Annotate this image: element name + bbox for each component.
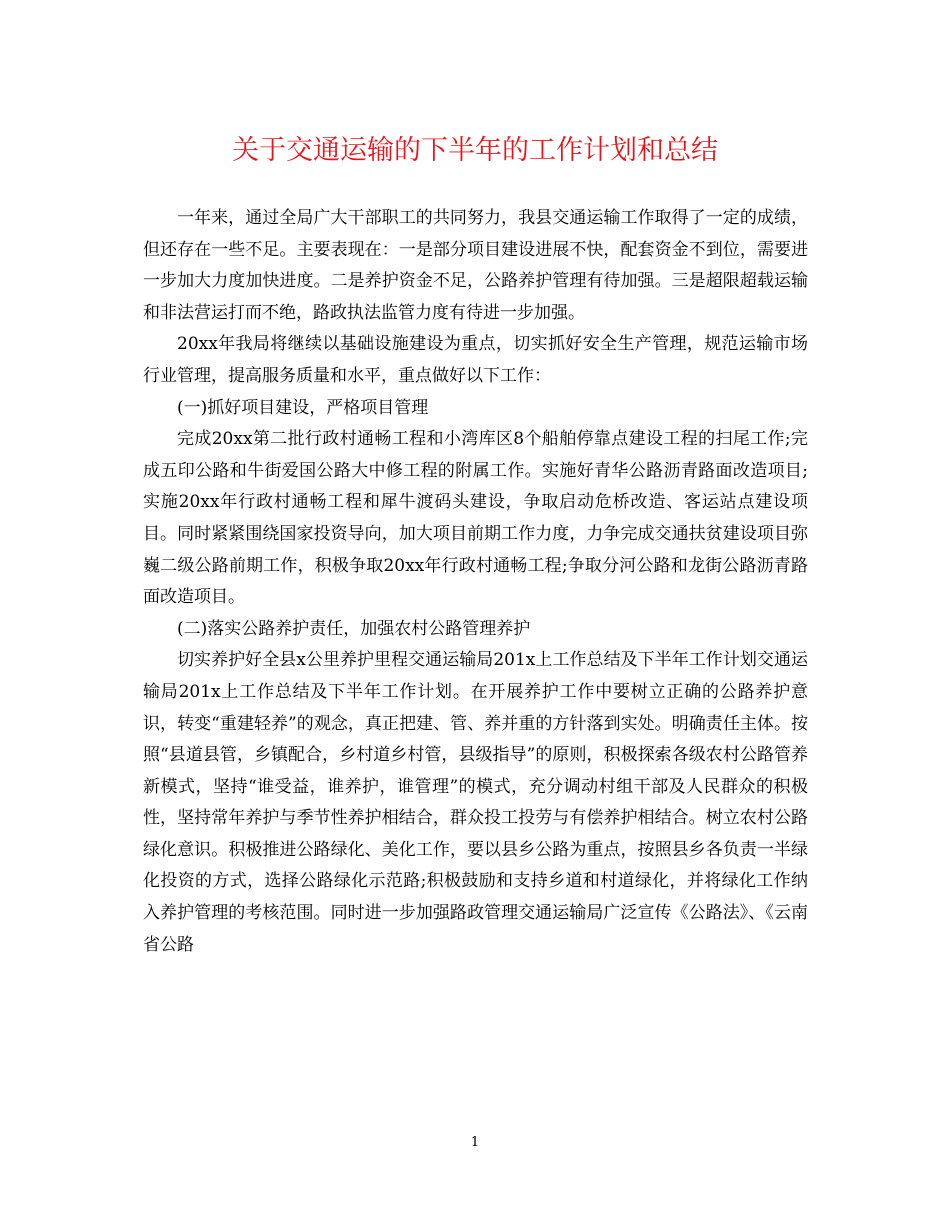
paragraph-intro: 一年来，通过全局广大干部职工的共同努力，我县交通运输工作取得了一定的成绩，但还存在一些不足。主要表现在：一是部分项目建设进展不快，配套资金不到位，需要进一步加大力度加快进度。二是养护资金不足，公路养护管理有待加强。三是超限超载运输和非法营运打而不绝，路政执法监管力度有待进一步加强。 [143, 208, 808, 323]
document-title: 关于交通运输的下半年的工作计划和总结 [232, 135, 718, 166]
section-heading-2: (二)落实公路养护责任，加强农村公路管理养护 [177, 618, 531, 639]
paragraph-plan-overview: 20xx年我局将继续以基础设施建设为重点，切实抓好安全生产管理，规范运输市场行业管理，提高服务质量和水平，重点做好以下工作： [143, 334, 808, 386]
section-heading-1: (一)抓好项目建设，严格项目管理 [177, 397, 429, 418]
page-number: 1 [470, 1135, 480, 1150]
document-body [143, 203, 808, 961]
paragraph-project-construction: 完成20xx第二批行政村通畅工程和小湾库区8个船舶停靠点建设工程的扫尾工作;完成五印公路和牛街爱国公路大中修工程的附属工作。实施好青华公路沥青路面改造项目;实施20xx年行政村通畅工程和犀牛渡码头建设，争取启动危桥改造、客运站点建设项目。同时紧紧围绕国家投资导向，加大项目前期工作力度，力争完成交通扶贫建设项目弥巍二级公路前期工作，积极争取20xx年行政村通畅工程;争取分河公路和龙街公路沥青路面改造项目。 [143, 429, 808, 608]
paragraph-road-maintenance: 切实养护好全县x公里养护里程交通运输局201x上工作总结及下半年工作计划交通运输局201x上工作总结及下半年工作计划。在开展养护工作中要树立正确的公路养护意识，转变“重建轻养”的观念，真正把建、管、养并重的方针落到实处。明确责任主体。按照“县道县管，乡镇配合，乡村道乡村管，县级指导”的原则，积极探索各级农村公路管养新模式，坚持“谁受益，谁养护，谁管理”的模式，充分调动村组干部及人民群众的积极性，坚持常年养护与季节性养护相结合，群众投工投劳与有偿养护相结合。树立农村公路绿化意识。积极推进公路绿化、美化工作，要以县乡公路为重点，按照县乡各负责一半绿化投资的方式，选择公路绿化示范路;积极鼓励和支持乡道和村道绿化，并将绿化工作纳入养护管理的考核范围。同时进一步加强路政管理交通运输局广泛宣传《公路法》、《云南省公路 [143, 650, 808, 955]
